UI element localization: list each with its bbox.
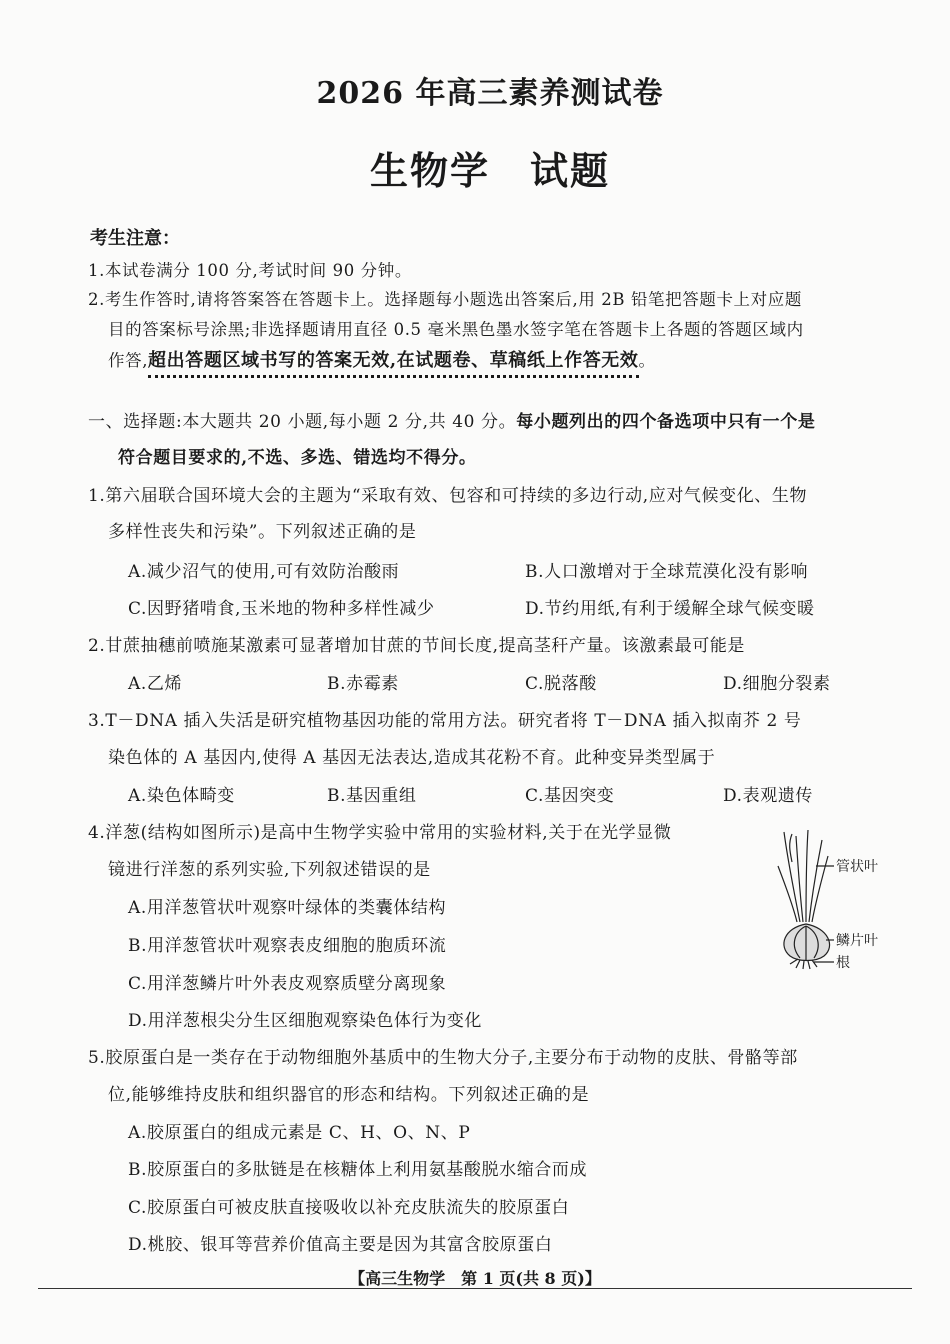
paper-type: 试题 bbox=[530, 148, 611, 193]
notice-item-2-end: 作答,超出答题区域书写的答案无效,在试题卷、草稿纸上作答无效。 bbox=[108, 346, 656, 372]
q3-option-a: A.染色体畸变 bbox=[128, 786, 235, 806]
emphasis-text: 超出答题区域书写的答案无效,在试题卷、草稿纸上作答无效 bbox=[148, 350, 638, 378]
q5-option-c: C.胶原蛋白可被皮肤直接吸收以补充皮肤流失的胶原蛋白 bbox=[128, 1198, 570, 1218]
q5-stem-line1: 5.胶原蛋白是一类存在于动物细胞外基质中的生物大分子,主要分布于动物的皮肤、骨骼等部 bbox=[88, 1048, 798, 1068]
q1-option-a: A.减少沼气的使用,可有效防治酸雨 bbox=[128, 562, 400, 582]
q4-option-a: A.用洋葱管状叶观察叶绿体的类囊体结构 bbox=[128, 898, 447, 918]
subject-title bbox=[0, 140, 950, 195]
q5-option-a: A.胶原蛋白的组成元素是 C、H、O、N、P bbox=[128, 1123, 471, 1143]
q1-stem-line1: 1.第六届联合国环境大会的主题为“采取有效、包容和可持续的多边行动,应对气候变化、生物 bbox=[88, 486, 808, 506]
section-heading-cont: 符合题目要求的,不选、多选、错选均不得分。 bbox=[118, 448, 477, 468]
q3-option-c: C.基因突变 bbox=[525, 786, 615, 806]
exam-title: 2026 年高三素养测试卷 bbox=[316, 76, 664, 111]
q4-stem-line1: 4.洋葱(结构如图所示)是高中生物学实验中常用的实验材料,关于在光学显微 bbox=[88, 823, 672, 843]
q1-stem-line2: 多样性丧失和污染”。下列叙述正确的是 bbox=[108, 522, 417, 542]
label-scale-leaf: 鳞片叶 bbox=[836, 933, 878, 949]
q2-stem: 2.甘蔗抽穗前喷施某激素可显著增加甘蔗的节间长度,提高茎秆产量。该激素最可能是 bbox=[88, 636, 746, 656]
onion-illustration bbox=[770, 822, 900, 972]
notice-item-2-cont: 目的答案标号涂黑;非选择题请用直径 0.5 毫米黑色墨水签字笔在答题卡上各题的答题区域内 bbox=[108, 320, 804, 339]
q1-option-c: C.因野猪啃食,玉米地的物种多样性减少 bbox=[128, 599, 435, 619]
q5-option-d: D.桃胶、银耳等营养价值高主要是因为其富含胶原蛋白 bbox=[128, 1235, 553, 1255]
q2-option-a: A.乙烯 bbox=[128, 674, 183, 694]
q4-option-b: B.用洋葱管状叶观察表皮细胞的胞质环流 bbox=[128, 936, 447, 956]
q4-option-c: C.用洋葱鳞片叶外表皮观察质壁分离现象 bbox=[128, 974, 447, 994]
q2-option-d: D.细胞分裂素 bbox=[723, 674, 831, 694]
q3-stem-line2: 染色体的 A 基因内,使得 A 基因无法表达,造成其花粉不育。此种变异类型属于 bbox=[108, 748, 716, 768]
q5-stem-line2: 位,能够维持皮肤和组织器官的形态和结构。下列叙述正确的是 bbox=[108, 1085, 590, 1105]
label-root: 根 bbox=[836, 955, 850, 971]
notice-item-2: 2.考生作答时,请将答案答在答题卡上。选择题每小题选出答案后,用 2B 铅笔把答题卡上对应题 bbox=[88, 290, 802, 309]
q1-option-d: D.节约用纸,有利于缓解全球气候变暖 bbox=[525, 599, 815, 619]
notice-item-1: 1.本试卷满分 100 分,考试时间 90 分钟。 bbox=[88, 261, 412, 280]
q4-stem-line2: 镜进行洋葱的系列实验,下列叙述错误的是 bbox=[108, 860, 431, 880]
q2-option-c: C.脱落酸 bbox=[525, 674, 597, 694]
label-tubular-leaf: 管状叶 bbox=[836, 859, 878, 875]
q3-stem-line1: 3.T－DNA 插入失活是研究植物基因功能的常用方法。研究者将 T－DNA 插入拟南芥 2 号 bbox=[88, 711, 802, 731]
page-footer: 【高三生物学 第 1 页(共 8 页)】 bbox=[349, 1269, 601, 1288]
section-heading: 一、选择题:本大题共 20 小题,每小题 2 分,共 40 分。每小题列出的四个备选项中只有一个是 bbox=[88, 412, 816, 432]
subject-name: 生物学 bbox=[369, 148, 490, 193]
onion-figure bbox=[770, 822, 900, 972]
footer-divider bbox=[38, 1288, 912, 1289]
q5-option-b: B.胶原蛋白的多肽链是在核糖体上利用氨基酸脱水缩合而成 bbox=[128, 1160, 588, 1180]
q1-option-b: B.人口激增对于全球荒漠化没有影响 bbox=[525, 562, 809, 582]
q2-option-b: B.赤霉素 bbox=[327, 674, 399, 694]
q3-option-d: D.表观遗传 bbox=[723, 786, 814, 806]
notice-heading: 考生注意： bbox=[90, 228, 180, 249]
q4-option-d: D.用洋葱根尖分生区细胞观察染色体行为变化 bbox=[128, 1011, 483, 1031]
q3-option-b: B.基因重组 bbox=[327, 786, 417, 806]
